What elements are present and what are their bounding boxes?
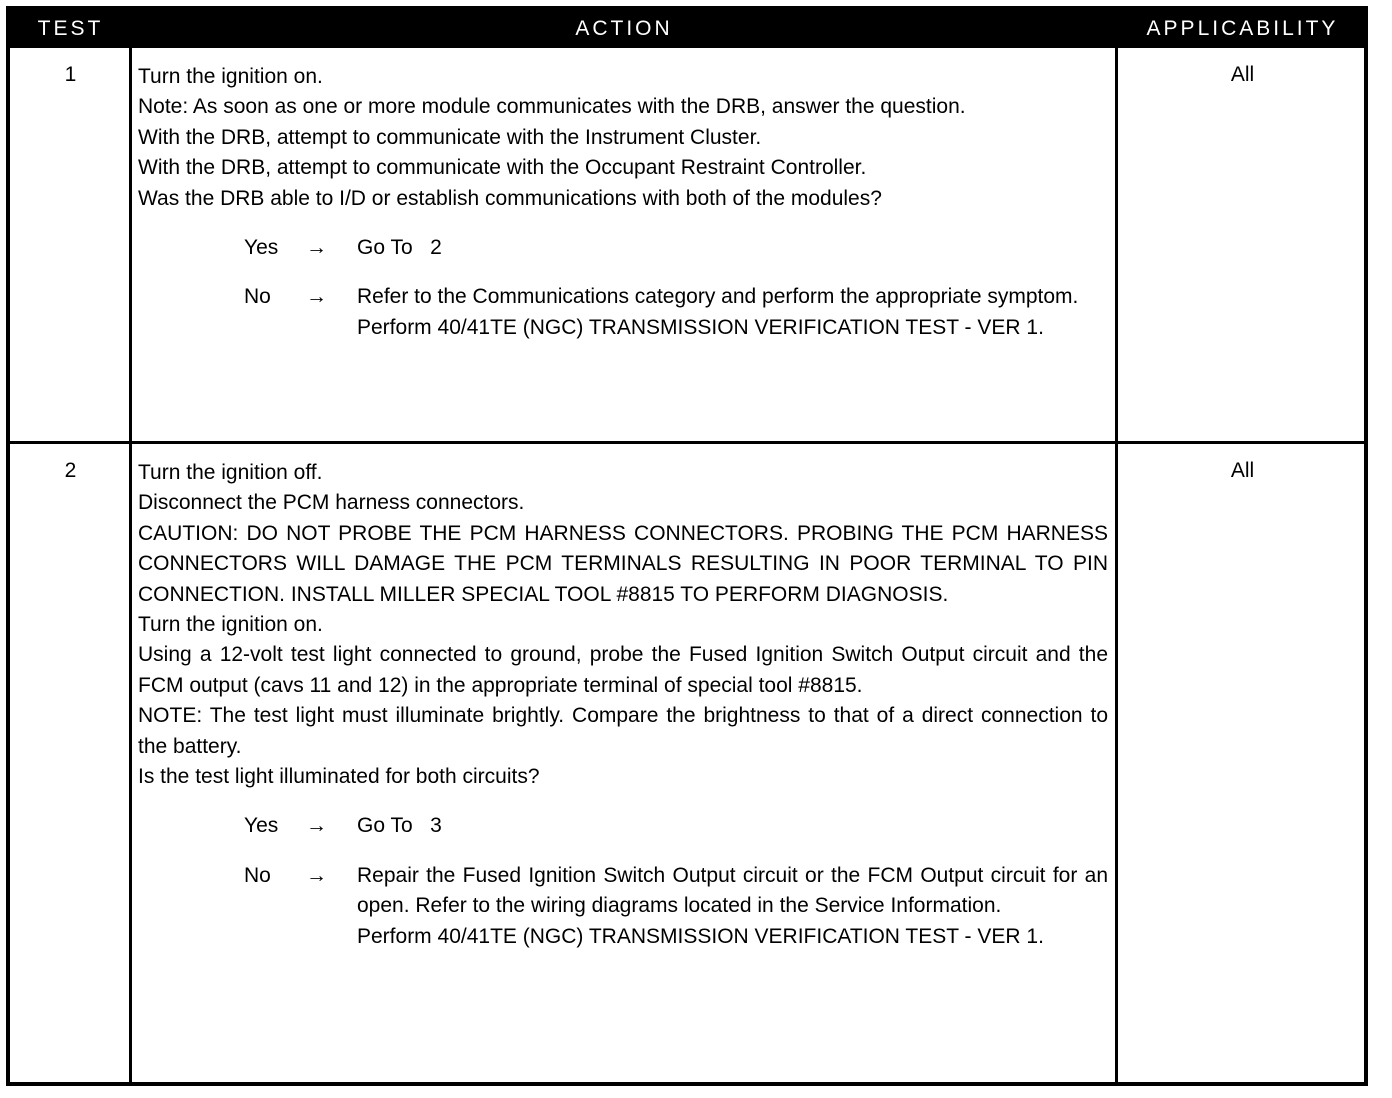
action-line: Is the test light illuminated for both circuits? xyxy=(138,765,540,789)
right-arrow-icon: → xyxy=(306,814,327,838)
table-row xyxy=(10,48,1364,441)
action-line: With the DRB, attempt to communicate with the Instrument Cluster. xyxy=(138,125,762,149)
table-header xyxy=(10,10,1364,48)
no-action-text: Repair the Fused Ignition Switch Output circuit or the FCM Output circuit for an open. Refer to the wiring diagrams located in the Service Information. xyxy=(357,863,1108,918)
no-action xyxy=(357,861,1108,952)
action-line: Turn the ignition on. xyxy=(138,65,323,88)
yes-label: Yes xyxy=(244,814,279,838)
yes-label: Yes xyxy=(244,236,279,260)
action-line: With the DRB, attempt to communicate with the Occupant Restraint Controller. xyxy=(138,156,867,180)
no-branch xyxy=(138,861,1108,952)
yes-branch xyxy=(138,233,1108,263)
yes-action: Go To 3 xyxy=(357,814,442,838)
header-test: TEST xyxy=(37,17,104,40)
action-cell xyxy=(138,62,1108,343)
test-number: 2 xyxy=(64,459,77,482)
right-arrow-icon: → xyxy=(306,236,327,260)
yes-action: Go To 2 xyxy=(357,236,442,260)
applicability-value: All xyxy=(1230,459,1255,482)
header-action: ACTION xyxy=(575,17,673,40)
action-line: CAUTION: DO NOT PROBE THE PCM HARNESS CONNECTORS. PROBING THE PCM HARNESS CONNECTORS WILL DAMAGE THE PCM TERMINALS RESULTING IN POOR TERMINAL TO PIN CONNECTION. INSTALL MILLER SPECIAL TOOL #8815 TO PERFORM DIAGNOSIS. xyxy=(138,521,1108,606)
action-line: Using a 12-volt test light connected to ground, probe the Fused Ignition Switch Output circuit and the FCM output (cavs 11 and 12) in the appropriate terminal of special tool #8815. xyxy=(138,643,1108,697)
action-line: Turn the ignition on. xyxy=(138,613,323,637)
no-action xyxy=(357,282,1108,343)
action-line: Turn the ignition off. xyxy=(138,461,323,484)
action-line: NOTE: The test light must illuminate brightly. Compare the brightness to that of a direct connection to the battery. xyxy=(138,704,1108,758)
applicability-value: All xyxy=(1230,63,1255,86)
test-number: 1 xyxy=(64,63,77,86)
no-branch xyxy=(138,282,1108,343)
no-label: No xyxy=(244,285,271,309)
no-action-verification: Perform 40/41TE (NGC) TRANSMISSION VERIFICATION TEST - VER 1. xyxy=(357,924,1044,948)
yes-branch xyxy=(138,811,1108,841)
no-label: No xyxy=(244,863,271,887)
action-line: Disconnect the PCM harness connectors. xyxy=(138,491,525,515)
header-applicability: APPLICABILITY xyxy=(1146,17,1339,40)
action-line: Note: As soon as one or more module communicates with the DRB, answer the question. xyxy=(138,95,966,119)
no-action-verification: Perform 40/41TE (NGC) TRANSMISSION VERIFICATION TEST - VER 1. xyxy=(357,315,1044,339)
table-row xyxy=(10,444,1364,1086)
diagnostic-test-table xyxy=(6,6,1368,1086)
right-arrow-icon: → xyxy=(306,285,327,309)
right-arrow-icon: → xyxy=(306,863,327,887)
no-action-text: Refer to the Communications category and perform the appropriate symptom. xyxy=(357,285,1079,309)
action-line: Was the DRB able to I/D or establish communications with both of the modules? xyxy=(138,186,882,210)
action-cell xyxy=(138,458,1108,952)
